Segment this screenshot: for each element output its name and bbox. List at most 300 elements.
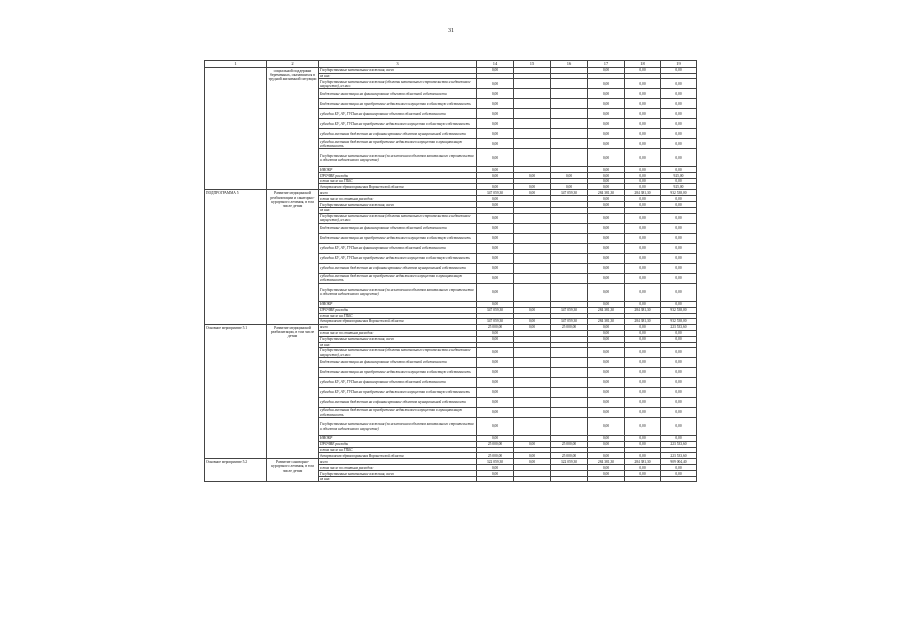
value-cell: 0,00 (477, 348, 514, 358)
value-cell: 0,00 (625, 196, 661, 202)
value-cell: 0,00 (477, 99, 514, 109)
value-cell: 0,00 (625, 213, 661, 223)
expense-item-label: Государственные капитальные вложения, всего (319, 202, 477, 208)
value-cell: 284 381,30 (588, 307, 625, 313)
value-cell: 0,00 (477, 79, 514, 89)
value-cell: 0,00 (625, 253, 661, 263)
expense-item-label: в том числе на ГПБС (319, 179, 477, 184)
expense-item-label: ПРОЧИЕ расходы (319, 442, 477, 448)
value-cell (514, 79, 551, 89)
value-cell: 0,00 (551, 173, 588, 179)
value-cell: 0,00 (625, 68, 661, 74)
value-cell (551, 89, 588, 99)
value-cell: 0,00 (625, 388, 661, 398)
value-cell: 0,00 (477, 223, 514, 233)
expense-item-label: субсидии БУ, АУ, ГУПам на приобретение недвижимого имущества в областную собственность (319, 388, 477, 398)
value-cell: 0,00 (661, 388, 697, 398)
value-cell (551, 388, 588, 398)
value-cell: 347 059,30 (551, 307, 588, 313)
program-name-cell: социальной поддержки беременных, оказавшихся в трудной жизненной ситуации (267, 68, 319, 190)
value-cell (551, 149, 588, 167)
value-cell: 223 533,60 (661, 442, 697, 448)
value-cell: 0,00 (625, 202, 661, 208)
value-cell: 0,00 (588, 283, 625, 301)
value-cell: 0,00 (588, 378, 625, 388)
value-cell: 25 000,00 (477, 442, 514, 448)
value-cell: 0,00 (588, 253, 625, 263)
value-cell (514, 213, 551, 223)
value-cell: 0,00 (625, 139, 661, 149)
value-cell (514, 223, 551, 233)
expense-item-label: из них: (319, 342, 477, 347)
value-cell (514, 243, 551, 253)
program-name-cell: Развитие медицинской реабилитации и санаторно-курортного лечения, в том числе детям (267, 190, 319, 324)
value-cell: 347 059,30 (477, 190, 514, 196)
expense-item-label: департамент здравоохранения Воронежской области (319, 318, 477, 324)
value-cell (514, 348, 551, 358)
value-cell: 0,00 (588, 471, 625, 477)
expense-item-label: Бюджетные инвестиции на финансирование объектов областной собственности (319, 89, 477, 99)
value-cell: 284 381,30 (625, 459, 661, 465)
expense-item-label: субсидии местным бюджетам на софинансирование объектов муниципальной собственности (319, 129, 477, 139)
value-cell: 0,00 (625, 301, 661, 307)
value-cell (551, 253, 588, 263)
expense-item-label: из них: (319, 74, 477, 79)
program-name-cell: Развитие медицинской реабилитации, в том числе детям (267, 324, 319, 458)
value-cell (551, 283, 588, 301)
value-cell: 0,00 (661, 179, 697, 184)
value-cell: 0,00 (588, 79, 625, 89)
value-cell: 0,00 (551, 184, 588, 190)
value-cell: 0,00 (661, 301, 697, 307)
value-cell: 0,00 (588, 149, 625, 167)
value-cell: 0,00 (661, 223, 697, 233)
value-cell: 0,00 (514, 453, 551, 459)
value-cell: 0,00 (588, 233, 625, 243)
column-header: 1 (205, 61, 267, 68)
value-cell: 0,00 (588, 68, 625, 74)
value-cell: 0,00 (625, 418, 661, 436)
value-cell (551, 119, 588, 129)
value-cell: 0,00 (477, 358, 514, 368)
expense-item-label: всего (319, 324, 477, 330)
value-cell (514, 149, 551, 167)
program-level-cell (205, 68, 267, 190)
expense-item-label: Государственные капитальные вложения (объекты капитального строительства и недвижимое имущество), из них: (319, 213, 477, 223)
value-cell: 0,00 (477, 139, 514, 149)
program-name-cell: Развитие санаторно-курортного лечения, в том числе детям (267, 459, 319, 482)
value-cell: 0,00 (625, 119, 661, 129)
value-cell (551, 418, 588, 436)
value-cell: 0,00 (625, 330, 661, 336)
value-cell: 0,00 (661, 233, 697, 243)
value-cell: 0,00 (625, 465, 661, 471)
value-cell (551, 79, 588, 89)
value-cell (514, 89, 551, 99)
column-header: 16 (551, 61, 588, 68)
value-cell (514, 418, 551, 436)
value-cell: 0,00 (588, 202, 625, 208)
value-cell: 0,00 (477, 149, 514, 167)
value-cell (514, 99, 551, 109)
value-cell: 0,00 (625, 233, 661, 243)
expense-item-label: из них: (319, 477, 477, 482)
value-cell: 0,00 (625, 324, 661, 330)
column-header: 17 (588, 61, 625, 68)
value-cell: 0,00 (588, 453, 625, 459)
value-cell (551, 398, 588, 408)
value-cell: 0,00 (588, 213, 625, 223)
expense-item-label: НИОКР (319, 167, 477, 173)
value-cell: 0,00 (661, 79, 697, 89)
value-cell: 0,00 (661, 243, 697, 253)
expense-item-label: субсидии местным бюджетам на приобретение недвижимого имущества в муниципальную собственность (319, 273, 477, 283)
value-cell: 0,00 (477, 202, 514, 208)
value-cell: 347 059,30 (551, 318, 588, 324)
value-cell: 0,00 (477, 301, 514, 307)
value-cell: 0,00 (661, 99, 697, 109)
expense-item-label: Бюджетные инвестиции на финансирование объектов областной собственности (319, 223, 477, 233)
value-cell: 0,00 (588, 184, 625, 190)
value-cell: 0,00 (625, 368, 661, 378)
value-cell: 0,00 (661, 348, 697, 358)
value-cell: 322 059,30 (477, 459, 514, 465)
value-cell (551, 358, 588, 368)
value-cell: 0,00 (477, 388, 514, 398)
value-cell: 0,00 (588, 119, 625, 129)
value-cell: 0,00 (625, 378, 661, 388)
value-cell: 25 000,00 (477, 324, 514, 330)
value-cell: 0,00 (514, 307, 551, 313)
value-cell: 0,00 (514, 442, 551, 448)
value-cell: 932 538,00 (661, 307, 697, 313)
value-cell: 0,00 (661, 330, 697, 336)
value-cell (588, 477, 625, 482)
value-cell: 0,00 (477, 167, 514, 173)
value-cell: 0,00 (477, 213, 514, 223)
value-cell: 909 004,40 (661, 459, 697, 465)
value-cell (514, 477, 551, 482)
value-cell: 284 381,30 (625, 190, 661, 196)
value-cell: 0,00 (661, 263, 697, 273)
value-cell: 925,00 (661, 184, 697, 190)
value-cell: 0,00 (661, 436, 697, 442)
value-cell (551, 273, 588, 283)
value-cell: 0,00 (514, 173, 551, 179)
value-cell: 0,00 (588, 398, 625, 408)
value-cell: 0,00 (588, 167, 625, 173)
value-cell (551, 368, 588, 378)
value-cell (514, 273, 551, 283)
value-cell: 0,00 (661, 398, 697, 408)
value-cell: 0,00 (625, 336, 661, 342)
value-cell: 0,00 (661, 213, 697, 223)
value-cell: 0,00 (477, 273, 514, 283)
expense-item-label: Государственные капитальные вложения, всего (319, 68, 477, 74)
value-cell: 0,00 (588, 179, 625, 184)
value-cell: 0,00 (477, 336, 514, 342)
program-level-cell: Основное мероприятие 5.2 (205, 459, 267, 482)
value-cell: 0,00 (661, 89, 697, 99)
value-cell: 0,00 (625, 348, 661, 358)
value-cell: 284 381,30 (625, 307, 661, 313)
value-cell: 0,00 (477, 378, 514, 388)
value-cell: 0,00 (477, 196, 514, 202)
value-cell: 0,00 (514, 324, 551, 330)
value-cell: 0,00 (514, 459, 551, 465)
value-cell: 25 000,00 (477, 453, 514, 459)
expense-item-label: Бюджетные инвестиции на приобретение недвижимого имущества в областную собственность (319, 368, 477, 378)
value-cell: 0,00 (477, 233, 514, 243)
value-cell: 932 538,00 (661, 190, 697, 196)
value-cell: 0,00 (588, 348, 625, 358)
value-cell: 0,00 (588, 139, 625, 149)
value-cell: 0,00 (661, 167, 697, 173)
value-cell: 932 538,00 (661, 318, 697, 324)
value-cell: 0,00 (588, 358, 625, 368)
value-cell: 0,00 (625, 129, 661, 139)
value-cell: 0,00 (477, 398, 514, 408)
value-cell: 0,00 (588, 436, 625, 442)
value-cell: 0,00 (477, 330, 514, 336)
value-cell: 0,00 (477, 253, 514, 263)
value-cell: 322 059,30 (551, 459, 588, 465)
expense-item-label: Государственные капитальные вложения, всего (319, 336, 477, 342)
value-cell: 0,00 (514, 184, 551, 190)
value-cell: 0,00 (661, 149, 697, 167)
value-cell: 284 381,30 (625, 318, 661, 324)
value-cell: 0,00 (625, 167, 661, 173)
value-cell: 0,00 (625, 273, 661, 283)
value-cell: 25 000,00 (551, 453, 588, 459)
value-cell: 0,00 (588, 129, 625, 139)
value-cell (514, 139, 551, 149)
value-cell (661, 477, 697, 482)
value-cell: 0,00 (625, 358, 661, 368)
value-cell: 0,00 (588, 89, 625, 99)
value-cell: 0,00 (661, 283, 697, 301)
value-cell: 0,00 (661, 358, 697, 368)
value-cell (551, 263, 588, 273)
value-cell: 0,00 (588, 442, 625, 448)
value-cell (551, 233, 588, 243)
value-cell: 925,00 (661, 173, 697, 179)
value-cell (551, 223, 588, 233)
value-cell: 0,00 (625, 442, 661, 448)
value-cell: 0,00 (477, 465, 514, 471)
value-cell: 0,00 (661, 368, 697, 378)
expense-item-label: в том числе по статьям расходов: (319, 465, 477, 471)
value-cell: 0,00 (588, 223, 625, 233)
value-cell (551, 213, 588, 223)
value-cell: 0,00 (588, 173, 625, 179)
column-header: 3 (319, 61, 477, 68)
value-cell: 0,00 (514, 318, 551, 324)
value-cell: 0,00 (477, 368, 514, 378)
expense-item-label: департамент здравоохранения Воронежской области (319, 184, 477, 190)
value-cell: 0,00 (661, 465, 697, 471)
expense-item-label: всего (319, 190, 477, 196)
value-cell: 0,00 (588, 301, 625, 307)
value-cell (514, 368, 551, 378)
value-cell (514, 253, 551, 263)
value-cell: 0,00 (661, 273, 697, 283)
value-cell (514, 283, 551, 301)
expense-item-label: субсидии местным бюджетам на приобретение недвижимого имущества в муниципальную собственность (319, 139, 477, 149)
expense-item-label: ПРОЧИЕ расходы (319, 307, 477, 313)
value-cell: 0,00 (588, 336, 625, 342)
value-cell (477, 477, 514, 482)
value-cell: 284 381,30 (588, 318, 625, 324)
value-cell: 0,00 (625, 109, 661, 119)
value-cell: 0,00 (625, 89, 661, 99)
value-cell (551, 348, 588, 358)
value-cell (514, 408, 551, 418)
value-cell (551, 109, 588, 119)
expense-item-label: Государственные капитальные вложения (за исключением объектов капитального строительства и объектов недвижимого имущества) (319, 149, 477, 167)
value-cell: 0,00 (625, 408, 661, 418)
value-cell: 0,00 (588, 330, 625, 336)
expense-item-label: субсидии БУ, АУ, ГУПам на приобретение недвижимого имущества в областную собственность (319, 253, 477, 263)
value-cell: 0,00 (477, 129, 514, 139)
value-cell (514, 388, 551, 398)
value-cell: 0,00 (661, 119, 697, 129)
value-cell (514, 358, 551, 368)
value-cell: 0,00 (625, 184, 661, 190)
value-cell: 0,00 (477, 173, 514, 179)
value-cell (514, 109, 551, 119)
value-cell: 0,00 (477, 408, 514, 418)
budget-table (204, 60, 697, 482)
value-cell: 284 381,30 (588, 459, 625, 465)
value-cell (514, 129, 551, 139)
value-cell: 0,00 (625, 471, 661, 477)
value-cell: 0,00 (477, 263, 514, 273)
value-cell: 284 381,30 (588, 190, 625, 196)
value-cell (551, 99, 588, 109)
expense-item-label: субсидии БУ, АУ, ГУПам на финансирование объектов областной собственности (319, 109, 477, 119)
page-number: 31 (448, 28, 454, 34)
value-cell: 0,00 (661, 408, 697, 418)
value-cell (551, 408, 588, 418)
value-cell: 0,00 (588, 418, 625, 436)
value-cell: 0,00 (625, 263, 661, 273)
column-header: 19 (661, 61, 697, 68)
value-cell: 0,00 (625, 79, 661, 89)
expense-item-label: НИОКР (319, 436, 477, 442)
expense-item-label: Государственные капитальные вложения (объекты капитального строительства и недвижимое имущество), из них: (319, 79, 477, 89)
value-cell (514, 119, 551, 129)
value-cell: 0,00 (625, 149, 661, 167)
value-cell: 0,00 (477, 119, 514, 129)
column-header: 14 (477, 61, 514, 68)
value-cell: 0,00 (625, 398, 661, 408)
value-cell: 0,00 (477, 184, 514, 190)
value-cell (625, 477, 661, 482)
expense-item-label: Бюджетные инвестиции на приобретение недвижимого имущества в областную собственность (319, 233, 477, 243)
value-cell: 223 533,60 (661, 324, 697, 330)
expense-item-label: Бюджетные инвестиции на финансирование объектов областной собственности (319, 358, 477, 368)
expense-item-label: субсидии местным бюджетам на приобретение недвижимого имущества в муниципальную собственность (319, 408, 477, 418)
expense-item-label: Государственные капитальные вложения (за исключением объектов капитального строительства и объектов недвижимого имущества) (319, 283, 477, 301)
value-cell: 347 059,30 (477, 318, 514, 324)
expense-item-label: в том числе на ГПБС (319, 313, 477, 318)
value-cell: 25 000,00 (551, 324, 588, 330)
value-cell: 0,00 (625, 99, 661, 109)
value-cell: 347 059,30 (551, 190, 588, 196)
header-row (205, 61, 697, 68)
value-cell: 0,00 (661, 68, 697, 74)
value-cell: 347 059,30 (477, 307, 514, 313)
value-cell (514, 398, 551, 408)
value-cell: 0,00 (625, 453, 661, 459)
value-cell: 0,00 (588, 368, 625, 378)
value-cell: 0,00 (588, 273, 625, 283)
value-cell (551, 477, 588, 482)
value-cell: 0,00 (625, 243, 661, 253)
value-cell: 0,00 (514, 190, 551, 196)
value-cell: 0,00 (661, 109, 697, 119)
value-cell: 0,00 (661, 139, 697, 149)
expense-item-label: департамент здравоохранения Воронежской области (319, 453, 477, 459)
value-cell: 0,00 (588, 324, 625, 330)
value-cell: 0,00 (661, 378, 697, 388)
value-cell: 0,00 (477, 243, 514, 253)
value-cell: 0,00 (588, 408, 625, 418)
value-cell: 0,00 (661, 253, 697, 263)
value-cell: 0,00 (625, 179, 661, 184)
value-cell: 0,00 (477, 283, 514, 301)
expense-item-label: НИОКР (319, 301, 477, 307)
expense-item-label: субсидии БУ, АУ, ГУПам на приобретение недвижимого имущества в областную собственность (319, 119, 477, 129)
value-cell: 0,00 (661, 129, 697, 139)
expense-item-label: Бюджетные инвестиции на приобретение недвижимого имущества в областную собственность (319, 99, 477, 109)
value-cell (551, 139, 588, 149)
column-header: 18 (625, 61, 661, 68)
expense-item-label: субсидии местным бюджетам на софинансирование объектов муниципальной собственности (319, 398, 477, 408)
value-cell: 0,00 (588, 263, 625, 273)
expense-item-label: всего (319, 459, 477, 465)
expense-item-label: из них: (319, 208, 477, 213)
value-cell: 223 533,60 (661, 453, 697, 459)
expense-item-label: Государственные капитальные вложения, всего (319, 471, 477, 477)
value-cell (551, 378, 588, 388)
expense-item-label: Государственные капитальные вложения (за исключением объектов капитального строительства и объектов недвижимого имущества) (319, 418, 477, 436)
program-level-cell: ПОДПРОГРАММА 5 (205, 190, 267, 324)
expense-item-label: в том числе по статьям расходов: (319, 196, 477, 202)
value-cell: 0,00 (661, 336, 697, 342)
value-cell: 0,00 (588, 99, 625, 109)
value-cell: 0,00 (625, 436, 661, 442)
value-cell (514, 233, 551, 243)
value-cell: 0,00 (625, 223, 661, 233)
value-cell: 0,00 (477, 89, 514, 99)
value-cell: 0,00 (661, 418, 697, 436)
value-cell: 0,00 (477, 436, 514, 442)
value-cell: 0,00 (588, 109, 625, 119)
value-cell (551, 129, 588, 139)
value-cell (514, 263, 551, 273)
value-cell: 0,00 (661, 471, 697, 477)
expense-item-label: ПРОЧИЕ расходы (319, 173, 477, 179)
value-cell: 0,00 (477, 471, 514, 477)
expense-item-label: субсидии местным бюджетам на софинансирование объектов муниципальной собственности (319, 263, 477, 273)
expense-item-label: Государственные капитальные вложения (объекты капитального строительства и недвижимое имущество), из них: (319, 348, 477, 358)
value-cell: 0,00 (625, 173, 661, 179)
value-cell: 0,00 (588, 243, 625, 253)
value-cell: 0,00 (588, 465, 625, 471)
value-cell (514, 378, 551, 388)
